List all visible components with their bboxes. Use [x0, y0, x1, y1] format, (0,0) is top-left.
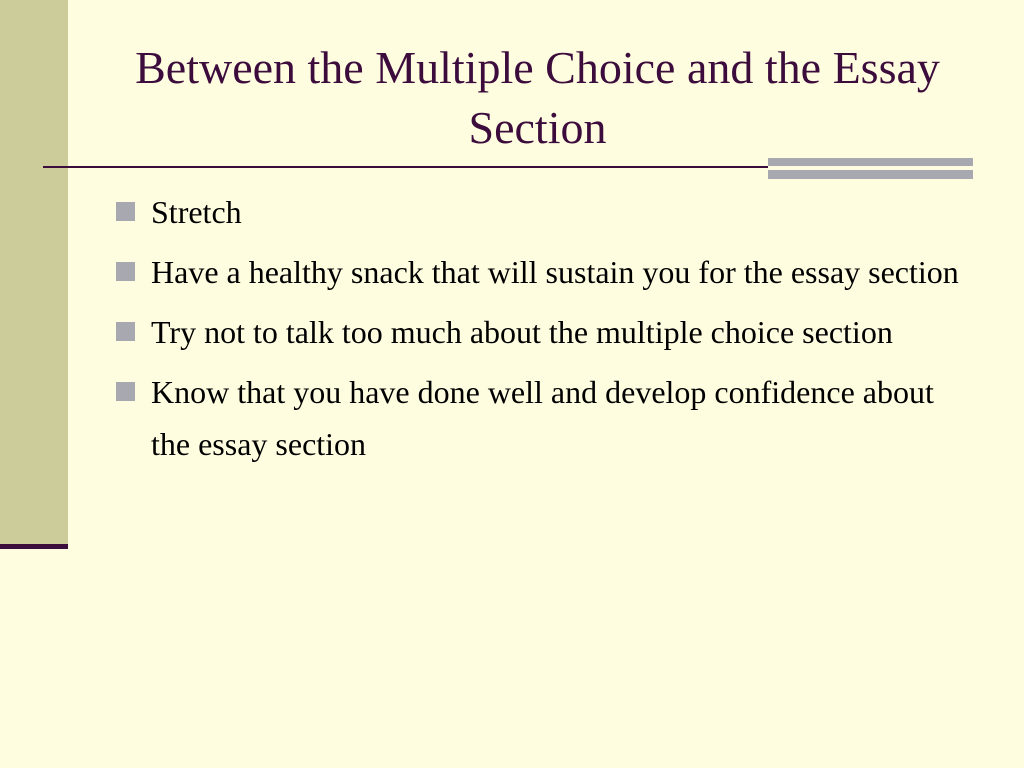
square-bullet-icon — [116, 202, 135, 221]
bullet-text: Try not to talk too much about the multiple choice section — [151, 314, 893, 350]
bullet-item — [116, 186, 976, 238]
bullet-text: Know that you have done well and develop confidence about the essay section — [151, 374, 934, 462]
bullet-text: Stretch — [151, 194, 242, 230]
grey-accent-bar — [768, 158, 973, 179]
left-decorative-bar — [0, 0, 68, 545]
square-bullet-icon — [116, 322, 135, 341]
square-bullet-icon — [116, 382, 135, 401]
bullet-list — [116, 186, 976, 478]
grey-accent-stripe — [768, 166, 973, 170]
left-accent-line — [0, 544, 68, 549]
bullet-item — [116, 246, 976, 298]
bullet-item — [116, 306, 976, 358]
square-bullet-icon — [116, 262, 135, 281]
slide-title: Between the Multiple Choice and the Essay Section — [135, 42, 940, 153]
bullet-text: Have a healthy snack that will sustain you for the essay section — [151, 254, 959, 290]
bullet-item — [116, 366, 976, 470]
